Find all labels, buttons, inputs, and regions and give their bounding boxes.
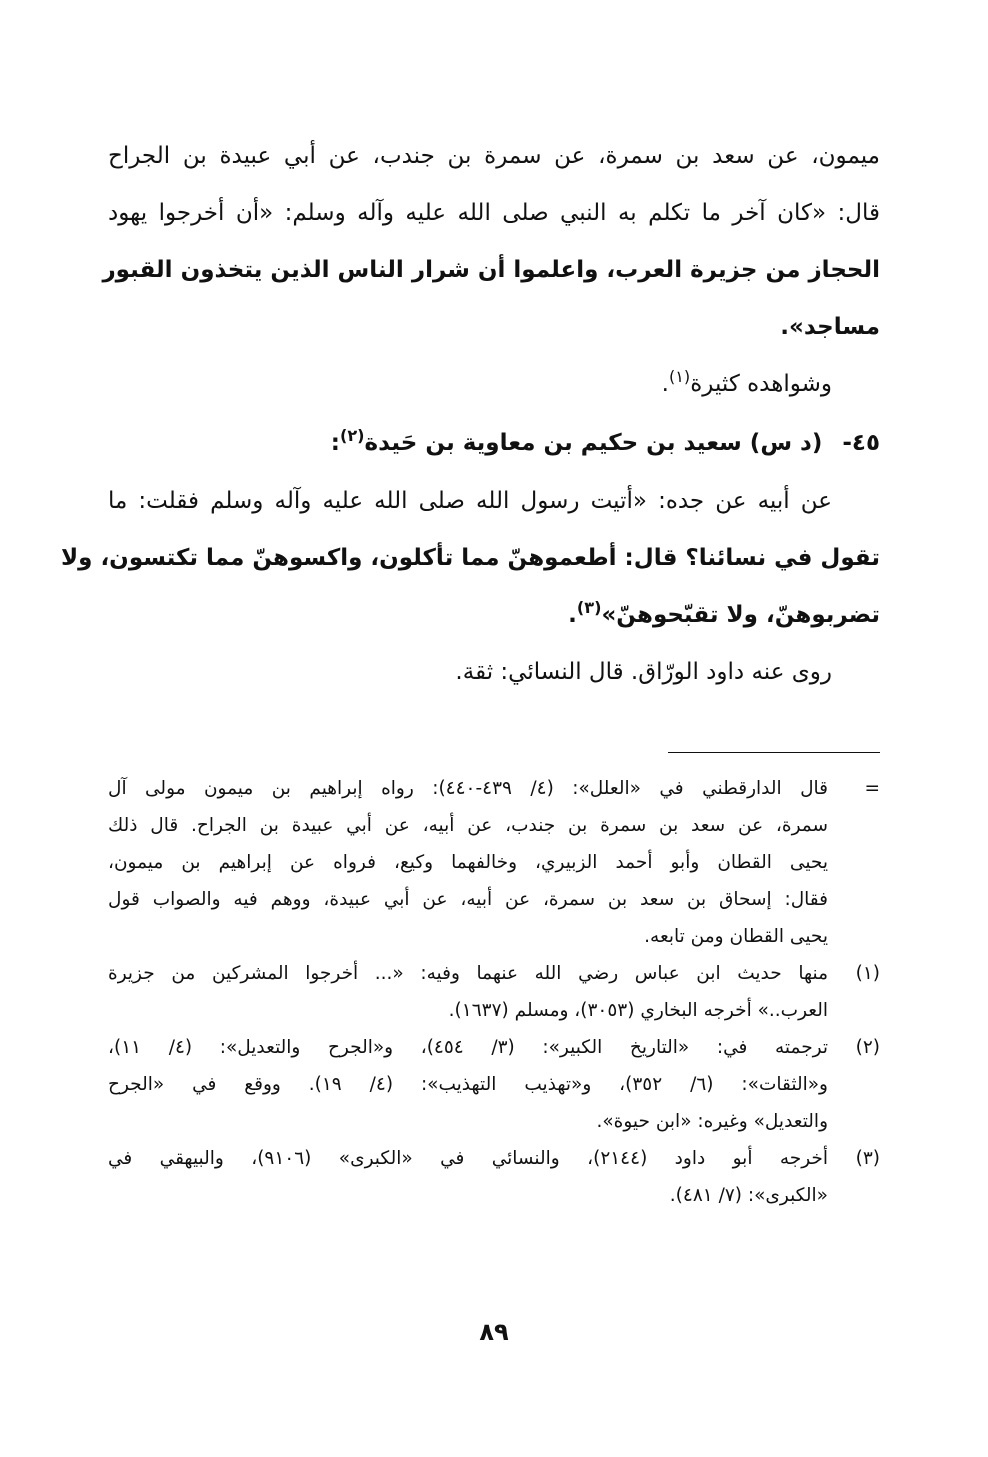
footnote-3 [108, 1140, 880, 1214]
footnote-line: و«الثقات»: (٦/ ٣٥٢)، و«تهذيب التهذيب»: (٤/ ١٩). ووقع في «الجرح [108, 1074, 828, 1095]
footnote-line: سمرة، عن سعد بن سمرة بن جندب، عن أبيه، عن أبي عبيدة بن الجراح. قال ذلك [108, 815, 828, 836]
entry-heading [108, 413, 880, 473]
shawahid-text: وشواهده كثيرة [690, 371, 832, 397]
footnote-2 [108, 1029, 880, 1140]
footnote-number: (٢) [855, 1037, 880, 1058]
period: . [661, 371, 669, 397]
footnote-number: (١) [855, 963, 880, 984]
shawahid-line [108, 356, 880, 413]
period: . [568, 602, 577, 628]
footnote-separator [668, 752, 880, 753]
entry-colon: : [330, 430, 340, 456]
text-line: مساجد». [780, 314, 880, 340]
page-number: ٨٩ [479, 1318, 509, 1346]
footnote-number: (٣) [855, 1148, 880, 1169]
footnote-line: قال الدارقطني في «العلل»: (٤/ ٤٣٩-٤٤٠): رواه إبراهيم بن ميمون مولى آل [108, 778, 828, 799]
footnote-line: العرب..» أخرجه البخاري (٣٠٥٣)، ومسلم (١٦٣٧). [448, 1000, 828, 1021]
footnote-line: يحيى القطان وأبو أحمد الزبيري، وخالفهما وكيع، فرواه عن إبراهيم بن ميمون، [108, 852, 828, 873]
text-line: ميمون، عن سعد بن سمرة، عن سمرة بن جندب، عن أبي عبيدة بن الجراح [108, 143, 880, 169]
footnote-ref-2: (٢) [339, 426, 365, 446]
text-line [108, 587, 880, 644]
entry-number: ٤٥- [842, 430, 880, 456]
footnote-line: منها حديث ابن عباس رضي الله عنهما وفيه: «... أخرجوا المشركين من جزيرة [108, 963, 828, 984]
text-line: عن أبيه عن جده: «أتيت رسول الله صلى الله عليه وآله وسلم فقلت: ما [108, 488, 832, 514]
footnote-line: أخرجه أبو داود (٢١٤٤)، والنسائي في «الكبرى» (٩١٠٦)، والبيهقي في [108, 1148, 828, 1169]
footnote-line: يحيى القطان ومن تابعه. [644, 926, 828, 947]
continuation-mark: = [864, 778, 880, 799]
text-line-content: تضربوهنّ، ولا تقبّحوهنّ» [601, 602, 880, 628]
footnote-line: والتعديل» وغيره: «ابن حيوة». [596, 1111, 828, 1132]
text-line: تقول في نسائنا؟ قال: أطعموهنّ مما تأكلون، واكسوهنّ مما تكتسون، ولا [61, 545, 880, 571]
footnotes-block [108, 770, 880, 1214]
footnote-ref-3: (٣) [576, 598, 602, 618]
main-text-block [61, 128, 880, 701]
footnote-1 [108, 955, 880, 1029]
text-line: الحجاز من جزيرة العرب، واعلموا أن شرار الناس الذين يتخذون القبور [102, 257, 880, 283]
footnote-ref-1: (١) [668, 367, 691, 387]
entry-title: (د س) سعيد بن حكيم بن معاوية بن حَيدة [364, 430, 823, 456]
footnote-line: فقال: إسحاق بن سعد بن سمرة، عن أبيه، عن أبي عبيدة، ووهم فيه والصواب قول [108, 889, 828, 910]
text-line: قال: «كان آخر ما تكلم به النبي صلى الله عليه وآله وسلم: «أن أخرجوا يهود [108, 200, 880, 226]
footnote-continuation [108, 770, 880, 955]
hadith-paragraph-2 [61, 473, 880, 644]
footnote-line: ترجمته في: «التاريخ الكبير»: (٣/ ٤٥٤)، و«الجرح والتعديل»: (٤/ ١١)، [108, 1037, 828, 1058]
hadith-paragraph-1 [102, 128, 880, 356]
footnote-line: «الكبرى»: (٧/ ٤٨١). [669, 1185, 828, 1206]
narrators-line: روى عنه داود الورّاق. قال النسائي: ثقة. [455, 659, 832, 685]
